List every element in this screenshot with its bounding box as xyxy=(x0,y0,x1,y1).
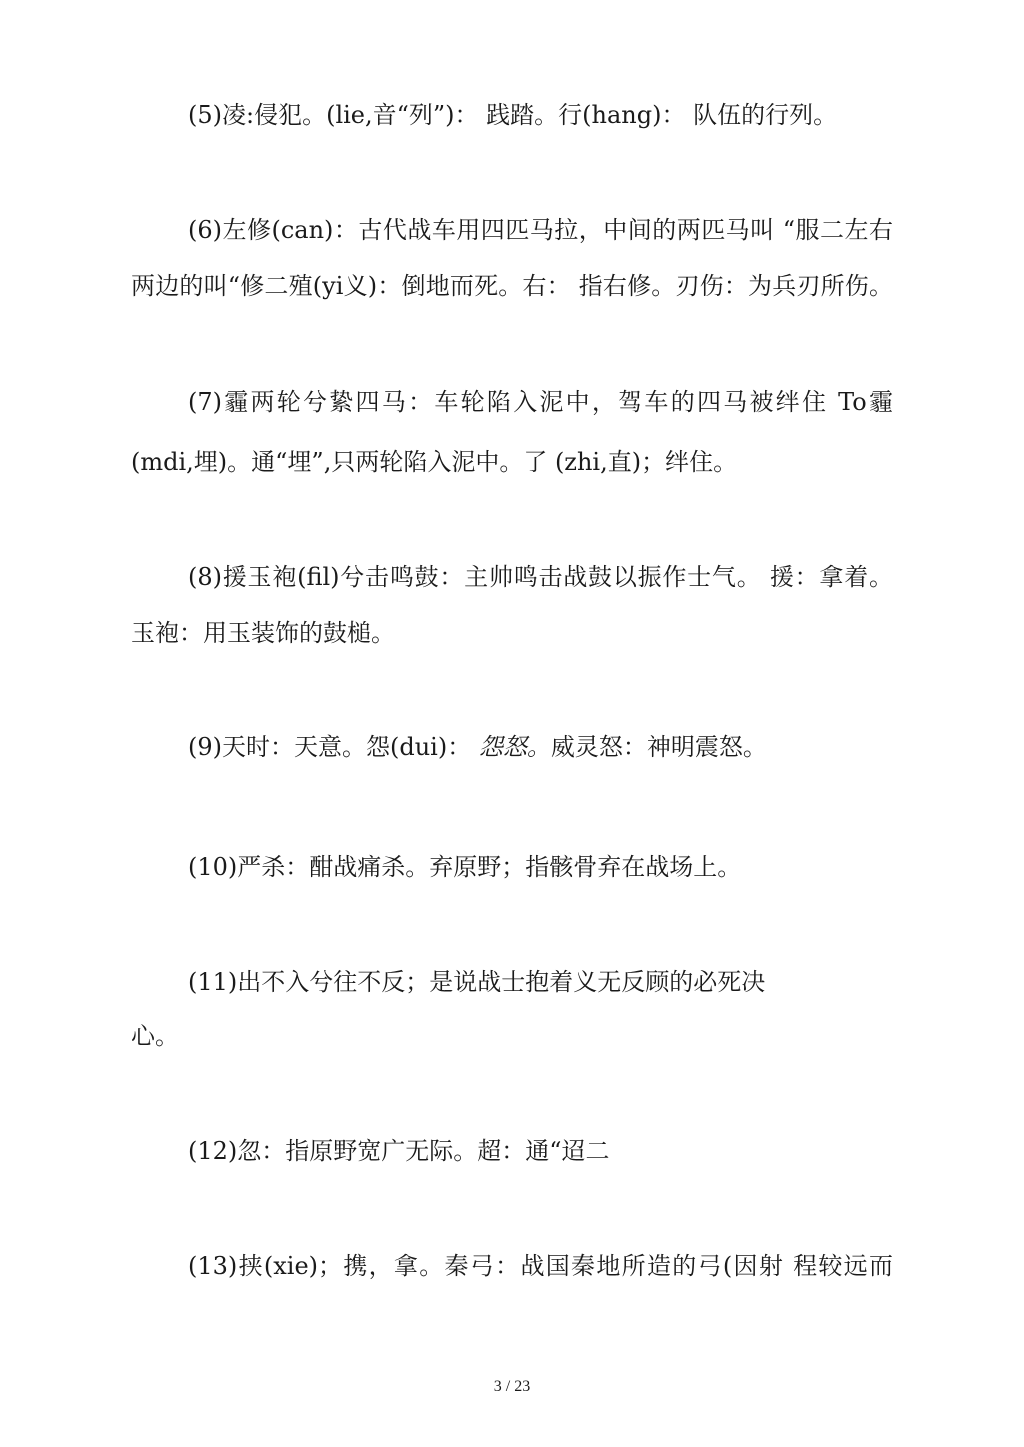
note-6-line-2: 两边的叫“修二殖(yi义)：倒地而死。右： 指右修。刃伤：为兵刃所伤。 xyxy=(131,272,893,300)
note-10-line-1: (10)严杀：酣战痛杀。弃原野；指骸骨弃在战场上。 xyxy=(188,853,742,881)
note-9-tail: 威灵怒：神明震怒。 xyxy=(550,733,767,761)
note-9-italic-text: 怨怒。 xyxy=(478,733,551,761)
note-6-line-1: (6)左修(can)：古代战车用四匹马拉，中间的两匹马叫 “服二左右 xyxy=(188,216,893,244)
note-8-line-1: (8)援玉袍(fil)兮击鸣鼓：主帅鸣击战鼓以振作士气。 援：拿着。 xyxy=(188,563,893,591)
note-9-lead: (9)天时：天意。怨(dui)： xyxy=(188,733,472,761)
note-5-line-1: (5)凌:侵犯。(lie,音“列”)： 践踏。行(hang)： 队伍的行列。 xyxy=(188,101,838,129)
page-number: 3 / 23 xyxy=(493,1378,531,1395)
note-9-line-1 xyxy=(188,731,893,763)
note-12-line-1: (12)忽：指原野宽广无际。超：通“迢二 xyxy=(188,1137,610,1165)
note-7-line-2: (mdi,埋)。通“埋”,只两轮陷入泥中。了 (zhi,直)；绊住。 xyxy=(131,448,738,476)
note-8-line-2: 玉袍：用玉装饰的鼓槌。 xyxy=(131,619,395,647)
note-11-line-2: 心。 xyxy=(131,1022,179,1050)
note-13-line-1: (13)挟(xie)；携，拿。秦弓：战国秦地所造的弓(因射 程较远而 xyxy=(188,1252,893,1280)
note-7-line-1: (7)霾两轮兮絷四马：车轮陷入泥中，驾车的四马被绊住 To霾 xyxy=(188,388,893,416)
note-11-line-1: (11)出不入兮往不反；是说战士抱着义无反顾的必死决 xyxy=(188,968,766,996)
